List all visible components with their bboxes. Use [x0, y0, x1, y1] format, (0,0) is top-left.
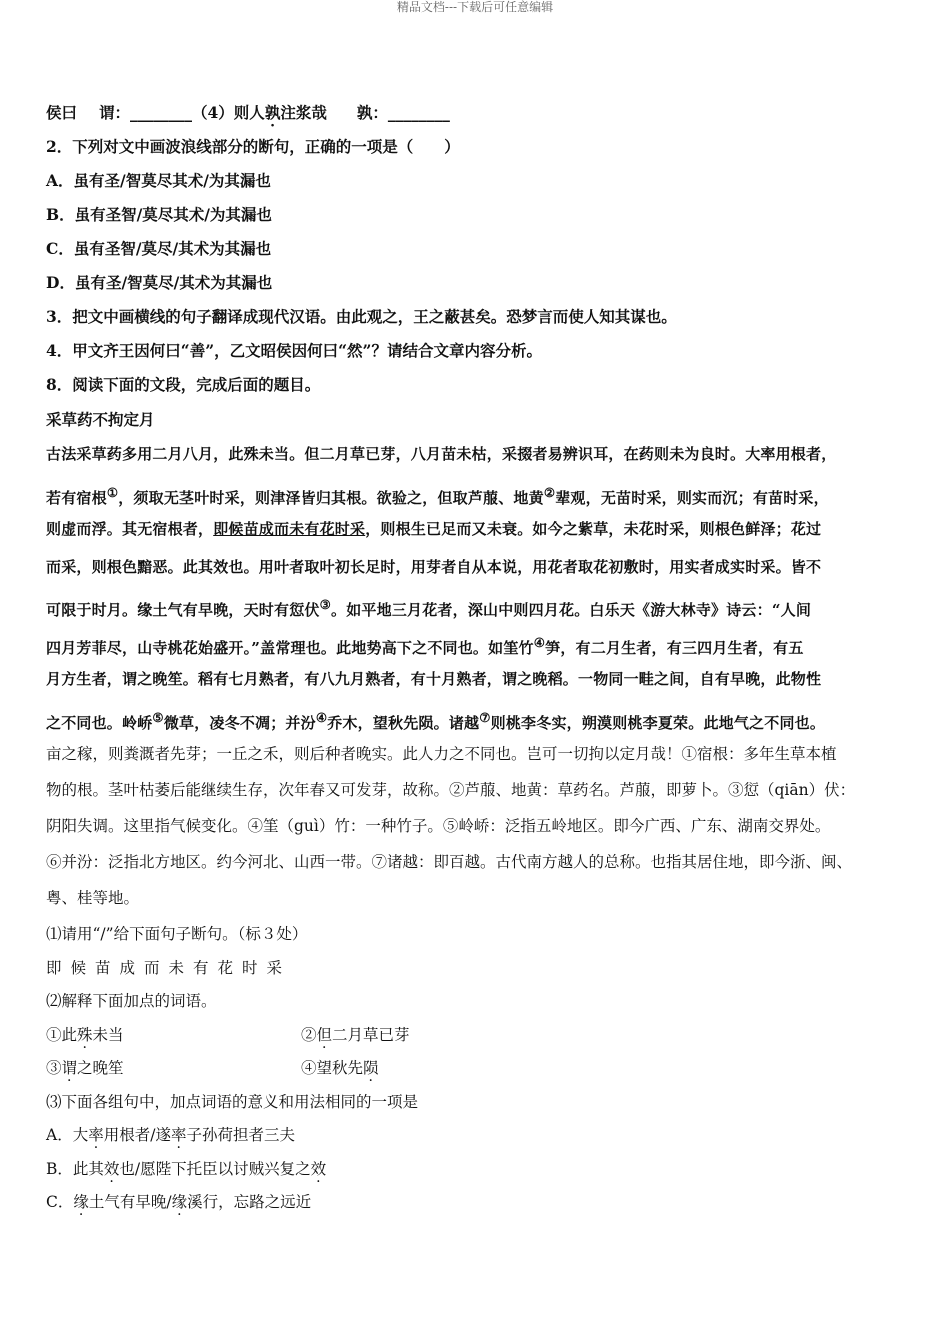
sub-questions — [46, 918, 916, 1220]
note-line: 粤、桂等地。 — [46, 889, 140, 907]
passage-line: 则虚而浮。其无宿根者，即候苗成而未有花时采，则根生已足而又未衰。如今之紫草，未花时采，则根色鲜泽；花过 — [46, 520, 822, 538]
note-line: 阴阳失调。这里指气候变化。④筀（guì）竹：一种竹子。⑤岭峤：泛指五岭地区。即今广西、广东、湖南交界处。 — [46, 817, 831, 835]
passage-line: 古法采草药多用二月八月，此殊未当。但二月草已芽，八月苗未枯，采掇者易辨识耳，在药则未为良时。大率用根者， — [46, 445, 837, 463]
option-a: A．虽有圣/智莫尽其术/为其漏也 — [46, 171, 271, 190]
passage-line: 若有宿根①，须取无茎叶时采，则津泽皆归其根。欲验之，但取芦菔、地黄②辈观，无苗时采，则实而沉；有苗时采， — [46, 484, 829, 507]
subq-3-option-c: C．缘土气有早晚/缘溪行，忘路之远近 — [46, 1193, 312, 1211]
subq-2: ⑵解释下面加点的词语。 — [46, 992, 217, 1010]
note-line: 物的根。茎叶枯萎后能继续生存，次年春又可发芽，故称。②芦菔、地黄：草药名。芦菔，即萝卜。③愆（qiān）伏： — [46, 781, 856, 799]
notes — [46, 736, 916, 916]
passage-line: 月方生者，谓之晚笙。稻有七月熟者，有八九月熟者，有十月熟者，谓之晚稻。一物同一畦之间，自有早晚，此物性 — [46, 670, 822, 688]
question-2: 2．下列对文中画波浪线部分的断句，正确的一项是（ ） — [46, 137, 460, 156]
note-line: 亩之稼，则粪溉者先芽；一丘之禾，则后种者晚实。此人力之不同也。岂可一切拘以定月哉！①宿根：多年生草本植 — [46, 745, 837, 763]
note-line: ⑥并汾：泛指北方地区。约今河北、山西一带。⑦诸越：即百越。古代南方越人的总称。也指其居住地，即今浙、闽、 — [46, 853, 853, 871]
subq-3-option-a: A．大率用根者/遂率子孙荷担者三夫 — [46, 1126, 295, 1144]
question-block-top — [46, 96, 916, 402]
question-3: 3．把文中画横线的句子翻译成现代汉语。由此观之，王之蔽甚矣。恐梦言而使人知其谋也。 — [46, 307, 677, 326]
passage-line: 之不同也。岭峤⑤微草，凌冬不凋；并汾④乔木，望秋先陨。诸越⑦则桃李冬实，朔漠则桃李夏荣。此地气之不同也。 — [46, 709, 826, 732]
subq-2-row-2: ③谓之晚笙 ④望秋先陨 — [46, 1059, 379, 1077]
passage-line: 可限于时月。缘土气有早晚，天时有愆伏③。如平地三月花者，深山中则四月花。白乐天《游大林寺》诗云：“人间 — [46, 597, 812, 619]
text-hou-yue: 侯曰 — [46, 103, 78, 122]
subq-2-row-1: ①此殊未当 ②但二月草已芽 — [46, 1025, 410, 1044]
text-shu-blank: 孰：________ — [356, 103, 450, 122]
option-c: C．虽有圣智/莫尽/其术为其漏也 — [46, 239, 272, 258]
subq-3: ⑶下面各组句中，加点词语的意义和用法相同的一项是 — [46, 1092, 419, 1111]
passage-title: 采草药不拘定月 — [46, 410, 155, 429]
option-b: B．虽有圣智/莫尽其术/为其漏也 — [46, 205, 272, 224]
text-wei-blank: 谓：________（4）则人 — [99, 103, 265, 122]
passage — [46, 403, 916, 736]
page-header: 精品文档---下载后可任意编辑 — [396, 0, 554, 14]
dotted-char: 孰 — [264, 103, 281, 122]
text-zhujiang: 注浆哉 — [280, 103, 327, 122]
subq-1-sentence: 即候苗成而未有花时采 — [46, 958, 292, 977]
question-4: 4．甲文齐王因何曰“善”，乙文昭侯因何曰“然”？请结合文章内容分析。 — [46, 341, 542, 360]
option-d: D．虽有圣/智莫尽/其术为其漏也 — [46, 273, 273, 292]
question-8: 8．阅读下面的文段，完成后面的题目。 — [46, 375, 321, 394]
subq-1: ⑴请用“/”给下面句子断句。（标３处） — [46, 925, 308, 943]
passage-line: 四月芳菲尽，山寺桃花始盛开。”盖常理也。此地势高下之不同也。如筀竹④笋，有二月生者，有三四月生者，有五 — [46, 634, 804, 657]
subq-3-option-b: B．此其效也/愿陛下托臣以讨贼兴复之效 — [46, 1159, 327, 1178]
vocab-line — [46, 96, 916, 130]
passage-line: 而采，则根色黯恶。此其效也。用叶者取叶初长足时，用芽者自从本说，用花者取花初敷时，用实者成实时采。皆不 — [46, 557, 822, 576]
underlined-sentence: 即候苗成而未有花时采 — [213, 520, 366, 538]
